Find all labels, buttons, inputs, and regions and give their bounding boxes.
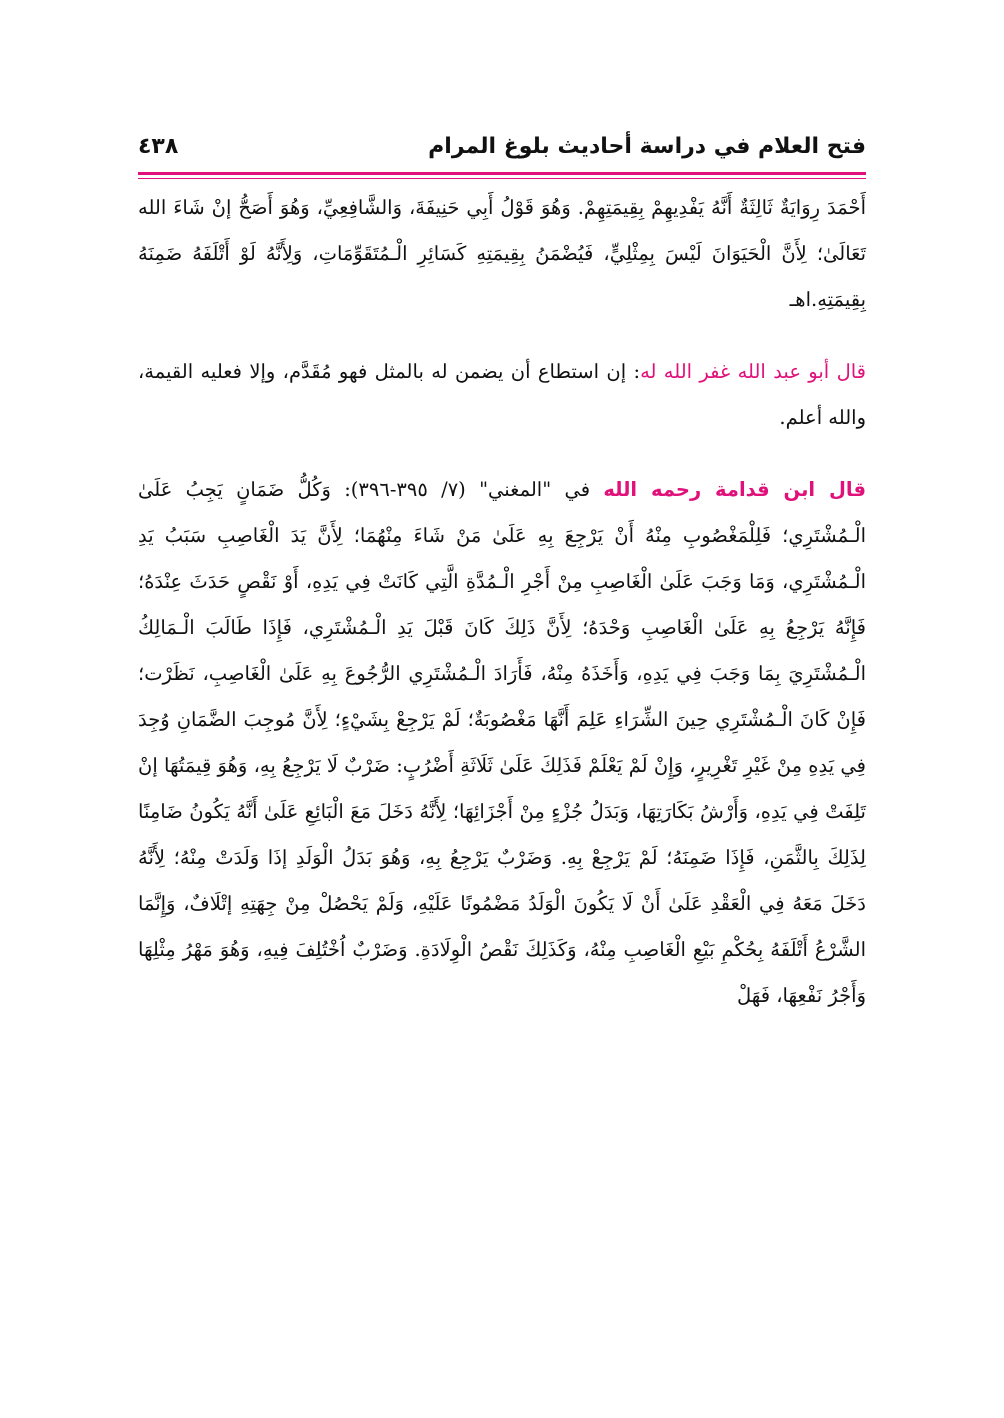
paragraph-author-comment [138, 349, 866, 441]
paragraph-ibn-qudama [138, 467, 866, 1019]
author-speaker: قال أبو عبد الله غفر الله له [640, 360, 866, 383]
quoted-scholar: قال ابن قدامة رحمه الله [603, 478, 866, 501]
header-rule-thick [138, 172, 866, 175]
page-number: ٤٣٨ [138, 134, 179, 159]
paragraph-continuation [138, 185, 866, 323]
header-rule-thin [138, 178, 866, 179]
document-page [138, 124, 866, 1019]
paragraph-1-text: أَحْمَدَ رِوَايَةٌ ثَالِثَةٌ أَنَّهُ يَفْدِيهِمْ بِقِيمَتِهِمْ. وَهُوَ قَوْلُ أَبِي حَنِيفَةَ، وَالشَّافِعِيِّ، وَهُوَ أَصَحُّ إنْ شَاءَ الله تَعَالَىٰ؛ لِأَنَّ الْحَيَوَانَ لَيْسَ بِمِثْلِيٍّ، فَيُضْمَنُ بِقِيمَتِهِ كَسَائِرِ الْـمُتَقَوِّمَاتِ، وَلِأَنَّهُ لَوْ أَتْلَفَهُ ضَمِنَهُ بِقِيمَتِهِ.اهـ [138, 196, 866, 311]
paragraph-3-text: في "المغني" (٧/ ٣٩٥-٣٩٦): وَكُلُّ ضَمَانٍ يَجِبُ عَلَىٰ الْـمُشْتَرِي؛ فَلِلْمَغْصُوبِ مِنْهُ أَنْ يَرْجِعَ بِهِ عَلَىٰ مَنْ شَاءَ مِنْهُمَا؛ لِأَنَّ يَدَ الْغَاصِبِ سَبَبُ يَدِ الْـمُشْتَرِي، وَمَا وَجَبَ عَلَىٰ الْغَاصِبِ مِنْ أَجْرِ الْـمُدَّةِ الَّتِي كَانَتْ فِي يَدِهِ، أَوْ نَقْصٍ حَدَثَ عِنْدَهُ؛ فَإِنَّهُ يَرْجِعُ بِهِ عَلَىٰ الْغَاصِبِ وَحْدَهُ؛ لِأَنَّ ذَلِكَ كَانَ قَبْلَ يَدِ الْـمُشْتَرِي، فَإِذَا طَالَبَ الْـمَالِكُ الْـمُشْتَرِيَ بِمَا وَجَبَ فِي يَدِهِ، وَأَخَذَهُ مِنْهُ، فَأَرَادَ الْـمُشْتَرِي الرُّجُوعَ بِهِ عَلَىٰ الْغَاصِبِ، نَظَرْت؛ فَإِنْ كَانَ الْـمُشْتَرِي حِينَ الشِّرَاءِ عَلِمَ أَنَّهَا مَغْصُوبَةٌ؛ لَمْ يَرْجِعْ بِشَيْءٍ؛ لِأَنَّ مُوجِبَ الضَّمَانِ وُجِدَ فِي يَدِهِ مِنْ غَيْرِ تَغْرِيرٍ، وَإِنْ لَمْ يَعْلَمْ فَذَلِكَ عَلَىٰ ثَلَاثَةِ أَضْرُبٍ: ضَرْبٌ لَا يَرْجِعُ بِهِ، وَهُوَ قِيمَتُهَا إنْ تَلِفَتْ فِي يَدِهِ، وَأَرْشُ بَكَارَتِهَا، وَبَدَلُ جُزْءٍ مِنْ أَجْزَائِهَا؛ لِأَنَّهُ دَخَلَ مَعَ الْبَائِعِ عَلَىٰ أَنَّهُ يَكُونُ ضَامِنًا لِذَلِكَ بِالثَّمَنِ، فَإِذَا ضَمِنَهُ؛ لَمْ يَرْجِعْ بِهِ. وَضَرْبٌ يَرْجِعُ بِهِ، وَهُوَ بَدَلُ الْوَلَدِ إذَا وَلَدَتْ مِنْهُ؛ لِأَنَّهُ دَخَلَ مَعَهُ فِي الْعَقْدِ عَلَىٰ أَنْ لَا يَكُونَ الْوَلَدُ مَضْمُونًا عَلَيْهِ، وَلَمْ يَحْصُلْ مِنْ جِهَتِهِ إتْلَافٌ، وَإِنَّمَا الشَّرْعُ أَتْلَفَهُ بِحُكْمِ بَيْعِ الْغَاصِبِ مِنْهُ، وَكَذَلِكَ نَقْصُ الْوِلَادَةِ. وَضَرْبٌ اُخْتُلِفَ فِيهِ، وَهُوَ مَهْرُ مِثْلِهَا وَأَجْرُ نَفْعِهَا، فَهَلْ [138, 478, 866, 1007]
running-title: فتح العلام في دراسة أحاديث بلوغ المرام [428, 134, 866, 159]
page-header [138, 124, 866, 168]
paragraph-2-text: : إن استطاع أن يضمن له بالمثل فهو مُقَدَّم، وإلا فعليه القيمة، والله أعلم. [138, 360, 866, 429]
